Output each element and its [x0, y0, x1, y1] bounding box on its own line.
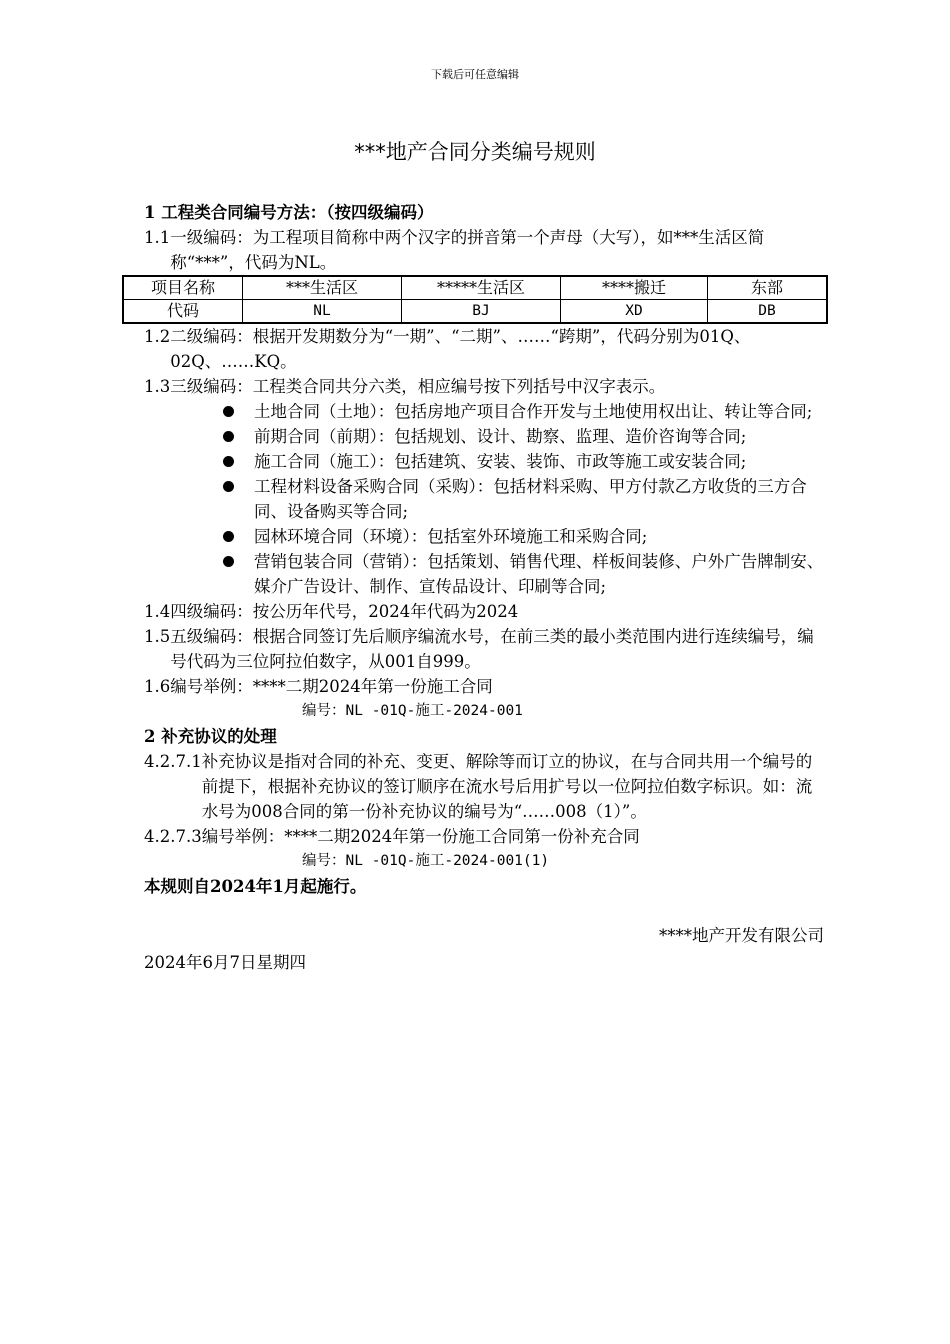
table-cell: *****生活区	[402, 276, 561, 300]
paragraph-number: 1.6	[144, 677, 171, 696]
example-code: 编号：NL -01Q-施工-2024-001(1)	[302, 853, 550, 869]
effective-date-statement: 本规则自2024年1月起施行。	[144, 877, 367, 896]
list-item: 施工合同（施工）：包括建筑、安装、装饰、市政等施工或安装合同;	[222, 449, 824, 474]
project-code-table	[122, 275, 828, 324]
paragraph-number: 1.1	[144, 228, 171, 247]
paragraph-1-4	[144, 599, 824, 624]
list-item: 前期合同（前期）：包括规划、设计、勘察、监理、造价咨询等合同;	[222, 424, 824, 449]
table-cell: DB	[708, 300, 828, 324]
section-2-heading: 2 补充协议的处理	[144, 727, 277, 746]
paragraph-text: 二级编码：根据开发期数分为“一期”、“二期”、……“跨期”，代码分别为01Q、02Q、……KQ。	[170, 327, 751, 371]
example-code: 编号：NL -01Q-施工-2024-001	[302, 703, 523, 719]
document-date: 2024年6月7日星期四	[144, 953, 306, 972]
paragraph-4-2-7-3	[144, 824, 824, 849]
paragraph-number: 4.2.7.1	[144, 752, 202, 771]
paragraph-1-2	[144, 324, 824, 374]
section-1-heading: 1 工程类合同编号方法：（按四级编码）	[144, 203, 434, 222]
paragraph-1-5	[144, 624, 824, 674]
list-item: 土地合同（土地）：包括房地产项目合作开发与土地使用权出让、转让等合同;	[222, 399, 824, 424]
table-cell: 代码	[123, 300, 243, 324]
paragraph-text: 编号举例：****二期2024年第一份施工合同	[170, 677, 493, 696]
list-item: 工程材料设备采购合同（采购）：包括材料采购、甲方付款乙方收货的三方合同、设备购买等合同;	[222, 474, 824, 524]
table-cell: 东部	[708, 276, 828, 300]
list-item: 营销包装合同（营销）：包括策划、销售代理、样板间装修、户外广告牌制安、媒介广告设计、制作、宣传品设计、印刷等合同;	[222, 549, 824, 599]
company-signature: ****地产开发有限公司	[659, 926, 824, 945]
table-cell: ***生活区	[243, 276, 402, 300]
paragraph-number: 1.4	[144, 602, 171, 621]
table-cell: 项目名称	[123, 276, 243, 300]
contract-type-list	[144, 399, 824, 599]
paragraph-text: 一级编码：为工程项目简称中两个汉字的拼音第一个声母（大写），如***生活区简称“***”，代码为NL。	[170, 228, 765, 272]
paragraph-number: 1.2	[144, 327, 171, 346]
page-header: 下载后可任意编辑	[431, 68, 519, 81]
table-cell: ****搬迁	[561, 276, 708, 300]
table-cell: NL	[243, 300, 402, 324]
paragraph-1-1	[144, 225, 824, 275]
table-row	[123, 300, 827, 324]
paragraph-text: 编号举例：****二期2024年第一份施工合同第一份补充合同	[201, 827, 640, 846]
paragraph-text: 补充协议是指对合同的补充、变更、解除等而订立的协议，在与合同共用一个编号的前提下，根据补充协议的签订顺序在流水号后用扩号以一位阿拉伯数字标识。如：流水号为008合同的第一份补充协议的编号为“……008（1）”。	[201, 752, 813, 821]
paragraph-number: 1.3	[144, 377, 171, 396]
table-cell: BJ	[402, 300, 561, 324]
paragraph-number: 1.5	[144, 627, 171, 646]
list-item: 园林环境合同（环境）：包括室外环境施工和采购合同;	[222, 524, 824, 549]
paragraph-4-2-7-1	[144, 749, 824, 824]
paragraph-text: 三级编码：工程类合同共分六类，相应编号按下列括号中汉字表示。	[170, 377, 666, 396]
paragraph-1-3	[144, 374, 824, 399]
paragraph-1-6	[144, 674, 824, 699]
document-body	[144, 200, 824, 975]
paragraph-number: 4.2.7.3	[144, 827, 202, 846]
table-row	[123, 276, 827, 300]
table-cell: XD	[561, 300, 708, 324]
document-title: ***地产合同分类编号规则	[354, 140, 596, 164]
paragraph-text: 四级编码：按公历年代号，2024年代码为2024	[170, 602, 519, 621]
paragraph-text: 五级编码：根据合同签订先后顺序编流水号，在前三类的最小类范围内进行连续编号，编号代码为三位阿拉伯数字，从001自999。	[170, 627, 814, 671]
